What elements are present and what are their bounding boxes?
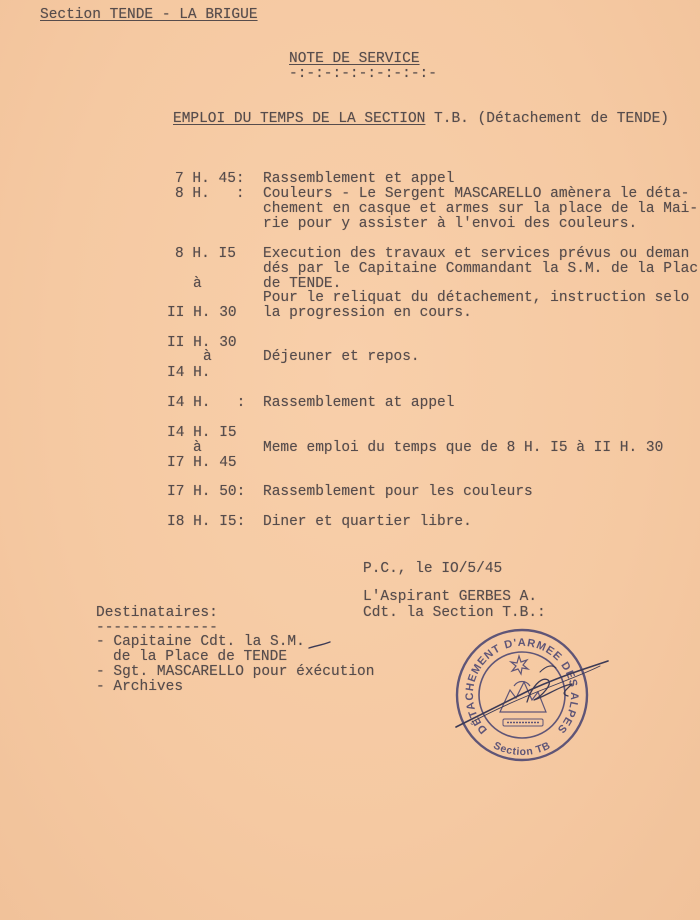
entry-time-end: II H. 30 bbox=[167, 305, 237, 321]
recipient-item: - Capitaine Cdt. la S.M. bbox=[96, 634, 305, 650]
stamp-outer-ring bbox=[457, 630, 587, 760]
document-title: NOTE DE SERVICE bbox=[289, 51, 420, 67]
emblem-banner bbox=[503, 719, 543, 726]
subject-line bbox=[173, 112, 669, 127]
recipient-item-continuation: de la Place de TENDE bbox=[113, 649, 288, 665]
entry-text: de TENDE. bbox=[263, 276, 342, 292]
entry-text: Pour le reliquat du détachement, instruction selo bbox=[263, 290, 690, 306]
entry-time-start: II H. 30 bbox=[167, 335, 237, 351]
entry-text: Diner et quartier libre. bbox=[263, 514, 472, 530]
entry-text: Rassemblement et appel bbox=[263, 171, 455, 187]
entry-text: dés par le Capitaine Commandant la S.M. de la Plac bbox=[263, 261, 699, 277]
entry-time: I7 H. 50: bbox=[167, 484, 246, 500]
entry-time-to: à bbox=[203, 349, 212, 365]
recipients-rule: -------------- bbox=[96, 620, 218, 636]
section-heading: Section TENDE - LA BRIGUE bbox=[40, 7, 258, 23]
emblem-figure bbox=[500, 682, 546, 713]
recipient-item: - Sgt. MASCARELLO pour éxécution bbox=[96, 664, 375, 680]
handwritten-signature bbox=[456, 661, 608, 727]
entry-text: Couleurs - Le Sergent MASCARELLO amènera le déta- bbox=[263, 186, 690, 202]
entry-time-start: I4 H. I5 bbox=[167, 425, 237, 441]
pen-mark bbox=[309, 642, 330, 648]
entry-text: Déjeuner et repos. bbox=[263, 349, 420, 365]
stamp-bottom-text: Section TB bbox=[491, 739, 553, 759]
entry-time-to: à bbox=[193, 276, 202, 292]
official-stamp bbox=[457, 630, 587, 760]
entry-time: I8 H. I5: bbox=[167, 514, 246, 530]
recipients-heading: Destinataires: bbox=[96, 605, 218, 621]
signatory-name: L'Aspirant GERBES A. bbox=[363, 589, 538, 605]
entry-time: 8 H. : bbox=[175, 186, 245, 202]
stamp-inner-ring bbox=[479, 652, 565, 738]
stamp-ring-text: DÉTACHEMENT D'ARMEE DES ALPES bbox=[463, 636, 581, 736]
subject-rest: T.B. (Détachement de TENDE) bbox=[425, 111, 669, 127]
entry-text: la progression en cours. bbox=[263, 305, 472, 321]
recipient-item: - Archives bbox=[96, 679, 184, 695]
entry-text: Execution des travaux et services prévus ou deman bbox=[263, 246, 690, 262]
entry-time: 7 H. 45: bbox=[175, 171, 245, 187]
entry-time-to: à bbox=[193, 440, 202, 456]
subject-underlined: EMPLOI DU TEMPS DE LA SECTION bbox=[173, 111, 426, 127]
entry-time-start: 8 H. I5 bbox=[175, 246, 236, 262]
edelweiss-icon bbox=[511, 656, 528, 674]
entry-text: Rassemblement pour les couleurs bbox=[263, 484, 533, 500]
place-date: P.C., le IO/5/45 bbox=[363, 561, 503, 577]
entry-text: Meme emploi du temps que de 8 H. I5 à II H. 30 bbox=[263, 440, 664, 456]
entry-time-end: I7 H. 45 bbox=[167, 455, 237, 471]
entry-text: chement en casque et armes sur la place de la Mai- bbox=[263, 201, 699, 217]
entry-time-end: I4 H. bbox=[167, 365, 211, 381]
entry-text: Rassemblement at appel bbox=[263, 395, 455, 411]
entry-time: I4 H. : bbox=[167, 395, 246, 411]
title-rule: -:-:-:-:-:-:-:-:- bbox=[289, 66, 437, 82]
signatory-role: Cdt. la Section T.B.: bbox=[363, 605, 546, 621]
entry-text: rie pour y assister à l'envoi des couleurs. bbox=[263, 216, 638, 232]
